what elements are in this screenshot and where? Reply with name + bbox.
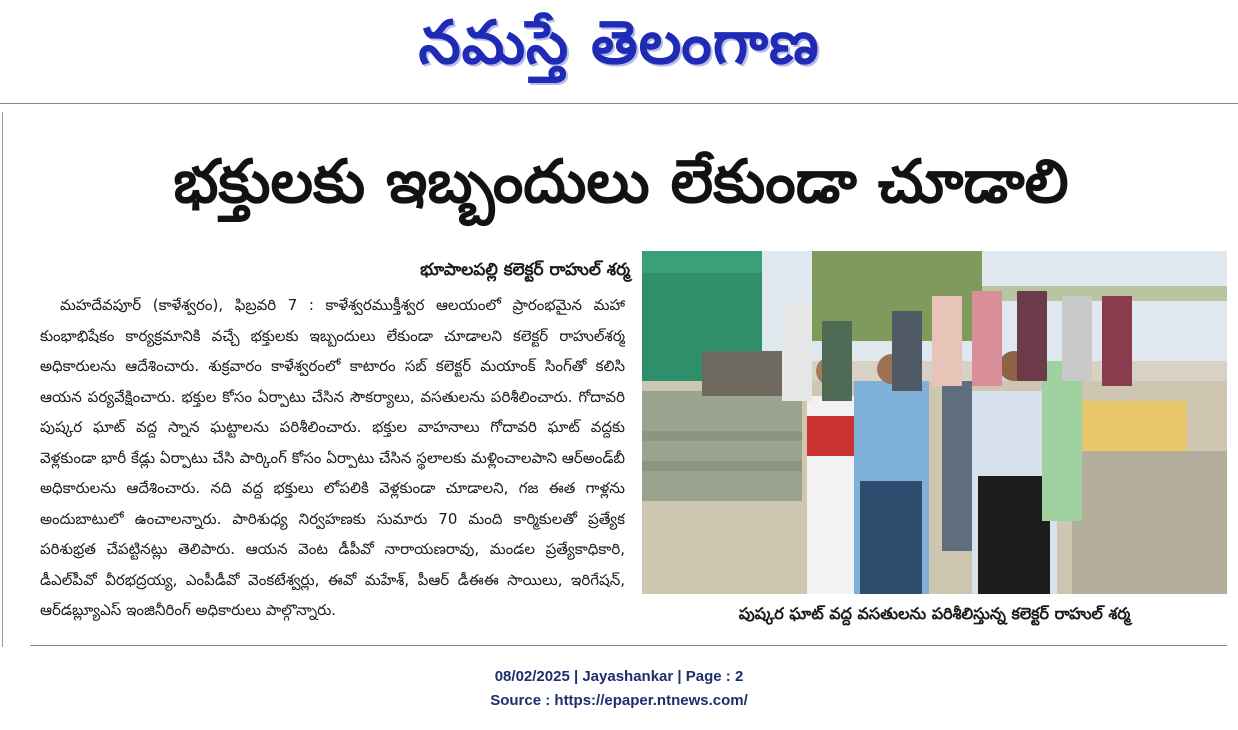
article-photo [642, 251, 1227, 594]
newspaper-logo-title: నమస్తే తెలంగాణ [418, 8, 820, 78]
photo-caption: పుష్కర ఘాట్ వద్ద వసతులను పరిశీలిస్తున్న కలెక్టర్ రాహుల్ శర్మ [738, 604, 1131, 623]
source-url-line: Source : https://epaper.ntnews.com/ [490, 692, 748, 709]
left-column-rule [2, 112, 3, 647]
bottom-divider [30, 645, 1227, 646]
masthead [0, 0, 1238, 100]
article-headline: భక్తులకు ఇబ్బందులు లేకుండా చూడాలి [173, 147, 1069, 217]
article-body: మహదేవపూర్ (కాళేశ్వరం), ఫిబ్రవరి 7 : కాళేశ్వరముక్తీశ్వర ఆలయంలో ప్రారంభమైన మహా కుంభాభిషేకం కార్యక్రమానికి వచ్చే భక్తులకు ఇబ్బందులు లేకుండా చూడాలని కలెక్టర్ రాహుల్‌శర్మ అధికారులను ఆదేశించారు. శుక్రవారం కాళేశ్వరంలో కాటారం సబ్ కలెక్టర్ మయాంక్ సింగ్‌తో కలిసి ఆయన పర్యవేక్షించారు. భక్తుల కోసం ఏర్పాటు చేసిన సౌకర్యాలు, వసతులను పరిశీలించారు. గోదావరి పుష్కర ఘాట్ వద్ద స్నాన ఘట్టాలను పరిశీలించారు. భక్తుల వాహనాలు గోదావరి ఘాట్ వద్దకు వెళ్లకుండా భారీ కేడ్లు ఏర్పాటు చేసి పార్కింగ్ కోసం ఏర్పాటు చేసిన స్థలాలకు మళ్లించాలపాని ఆర్‌అండ్‌బీ అధికారులను ఆదేశించారు. నది వద్ద భక్తులు లోపలికి వెళ్లకుండా చూడాలని, గజ ఈత గాళ్లను అందుబాటులో ఉంచాలన్నారు. పారిశుధ్య నిర్వహణకు సుమారు 70 మంది కార్మికులతో ప్రత్యేక పరిశుభ్రత చేపట్టినట్లు తెలిపారు. ఆయన వెంట డీపీవో నారాయణరావు, మండల ప్రత్యేకాధికారి, డీఎల్‌పీవో వీరభద్రయ్య, ఎంపీడీవో వెంకటేశ్వర్లు, ఈవో మహేశ్, పీఆర్ డీఈఈ సాయిలు, ఇరిగేషన్, ఆర్‌డబ్ల్యూఎస్ ఇంజినీరింగ్ అధికారులు పాల్గొన్నారు. [40, 296, 625, 619]
edition-date-line: 08/02/2025 | Jayashankar | Page : 2 [494, 668, 744, 685]
top-divider [0, 103, 1238, 104]
article-byline: భూపాలపల్లి కలెక్టర్ రాహుల్ శర్మ [420, 260, 630, 280]
ghat-inspection-photo [642, 251, 1227, 594]
